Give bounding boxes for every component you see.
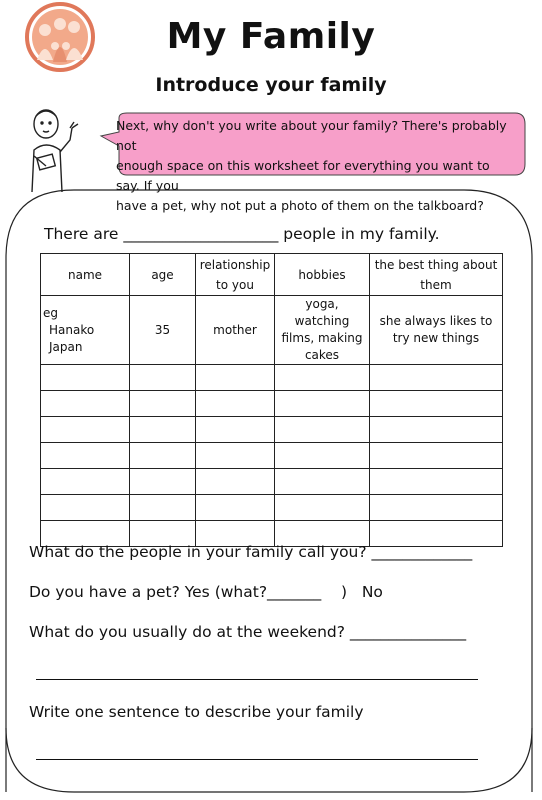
family-table: [40, 253, 503, 547]
question-family-call-you: What do the people in your family call you? _____________: [29, 543, 473, 561]
people-count-prompt: There are ____________________ people in my family.: [44, 225, 440, 243]
table-row: [41, 495, 503, 521]
speech-bubble-text: Next, why don't you write about your family? There's probably not enough space on this worksheet for everything you want to say. If you have a pet, why not put a photo of them on the talkboard?: [116, 118, 507, 213]
header-name: name: [41, 254, 130, 296]
table-row: [41, 365, 503, 391]
header-relationship: relationship to you: [196, 254, 275, 296]
header-hobbies: hobbies: [275, 254, 370, 296]
table-row: [41, 443, 503, 469]
table-row: [41, 469, 503, 495]
example-relationship: mother: [196, 296, 275, 365]
question-weekend: What do you usually do at the weekend? _______________: [29, 623, 467, 641]
answer-line-describe[interactable]: [36, 759, 478, 760]
example-best-thing: she always likes to try new things: [370, 296, 503, 365]
table-row: [41, 417, 503, 443]
header-best-thing: the best thing about them: [370, 254, 503, 296]
question-pet: Do you have a pet? Yes (what?_______ ) No: [29, 583, 383, 601]
example-name: eg Hanako Japan: [41, 296, 130, 365]
table-row: [41, 296, 503, 365]
example-hobbies: yoga, watching films, making cakes: [275, 296, 370, 365]
page-subtitle: Introduce your family: [155, 74, 387, 96]
page-title: My Family: [166, 16, 376, 57]
answer-line-weekend[interactable]: [36, 679, 478, 680]
example-age: 35: [130, 296, 196, 365]
header-age: age: [130, 254, 196, 296]
table-row: [41, 391, 503, 417]
question-describe-family: Write one sentence to describe your family: [29, 703, 364, 721]
teacher-illustration: [20, 106, 90, 192]
